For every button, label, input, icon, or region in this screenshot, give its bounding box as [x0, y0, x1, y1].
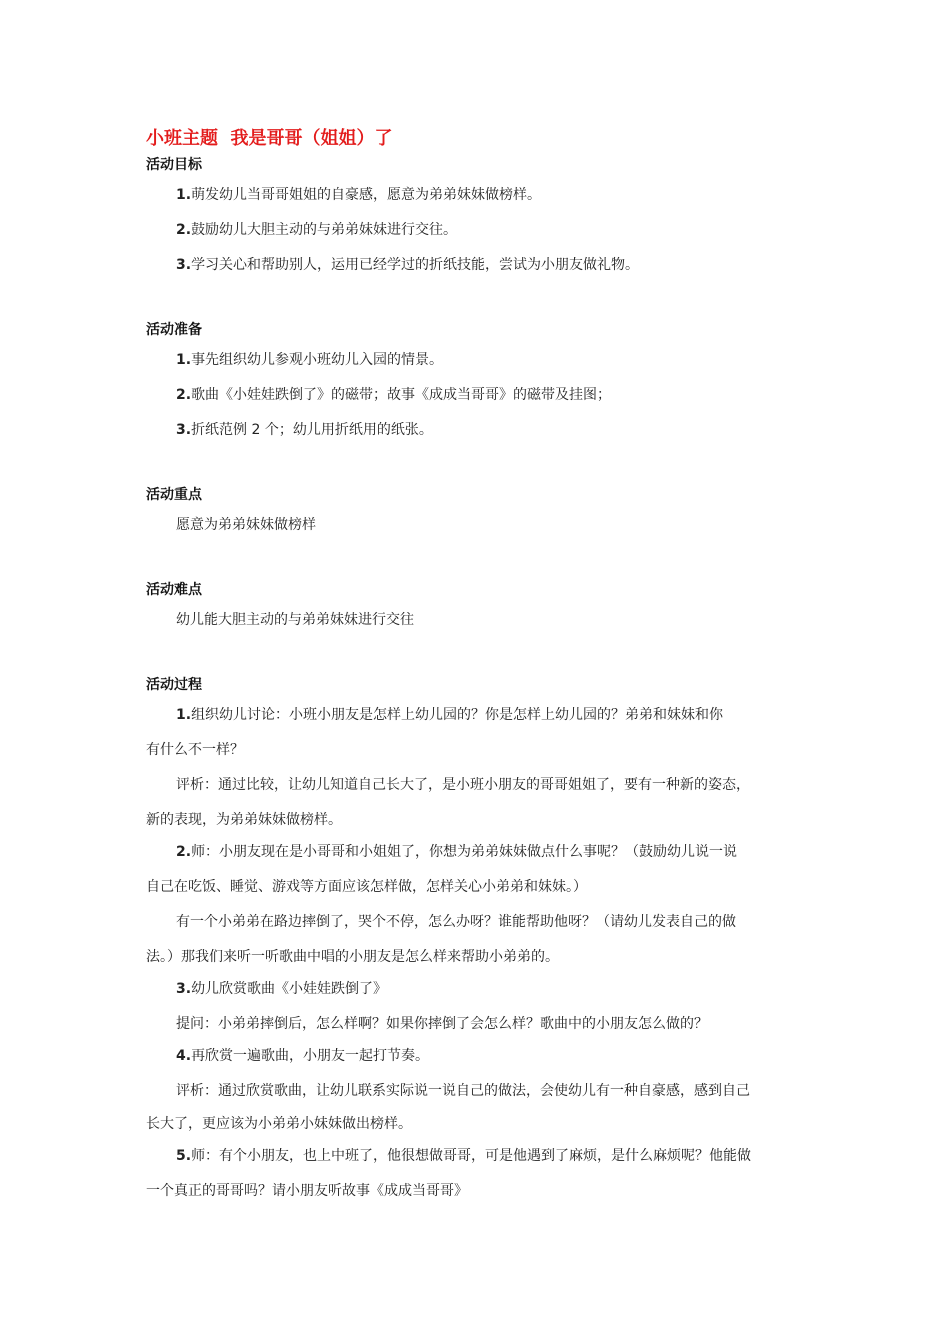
- process-comment-4-line: 评析：通过欣赏歌曲，让幼儿联系实际说一说自己的做法，会使幼儿有一种自豪感，感到自己: [176, 1083, 750, 1099]
- process-step-3-line: [176, 978, 387, 998]
- process-comment-1-line: 评析：通过比较，让幼儿知道自己长大了，是小班小朋友的哥哥姐姐了，要有一种新的姿态，: [176, 777, 750, 793]
- process-comment-1-cont: 新的表现，为弟弟妹妹做榜样。: [146, 812, 342, 828]
- goal-item: [176, 184, 541, 204]
- process-step-2-cont: 自己在吃饭、睡觉、游戏等方面应该怎样做，怎样关心小弟弟和妹妹。）: [146, 879, 587, 895]
- prep-number: 2.: [176, 387, 192, 403]
- key-text: 愿意为弟弟妹妹做榜样: [176, 517, 316, 533]
- prep-text: 事先组织幼儿参观小班幼儿入园的情景。: [191, 352, 444, 368]
- goal-item: [176, 254, 639, 274]
- process-step-1-line: [176, 704, 723, 724]
- goal-text: 学习关心和帮助别人，运用已经学过的折纸技能，尝试为小朋友做礼物。: [191, 257, 640, 273]
- step-number: 3.: [176, 981, 192, 997]
- goal-text: 鼓励幼儿大胆主动的与弟弟妹妹进行交往。: [191, 222, 458, 238]
- step-text: 再欣赏一遍歌曲，小朋友一起打节奏。: [191, 1048, 430, 1064]
- step-number: 5.: [176, 1148, 192, 1164]
- process-step-4-line: [176, 1045, 429, 1065]
- difficulty-text: 幼儿能大胆主动的与弟弟妹妹进行交往: [176, 612, 414, 628]
- process-step-2b-cont: 法。）那我们来听一听歌曲中唱的小朋友是怎么样来帮助小弟弟的。: [146, 949, 559, 965]
- process-question-3: 提问：小弟弟摔倒后，怎么样啊？如果你摔倒了会怎么样？歌曲中的小朋友怎么做的？: [176, 1016, 708, 1032]
- process-comment-4-cont: 长大了，更应该为小弟弟小妹妹做出榜样。: [146, 1116, 412, 1132]
- process-step-5-cont: 一个真正的哥哥吗？请小朋友听故事《成成当哥哥》: [146, 1183, 468, 1199]
- prep-number: 1.: [176, 352, 192, 368]
- process-step-2b-line: 有一个小弟弟在路边摔倒了，哭个不停，怎么办呀？谁能帮助他呀？（请幼儿发表自己的做: [176, 914, 736, 930]
- step-number: 1.: [176, 707, 192, 723]
- section-heading-key: 活动重点: [146, 487, 202, 503]
- process-step-1-cont: 有什么不一样？: [146, 742, 244, 758]
- prep-number: 3.: [176, 422, 192, 438]
- section-heading-prep: 活动准备: [146, 322, 202, 338]
- prep-text: 歌曲《小娃娃跌倒了》的磁带；故事《成成当哥哥》的磁带及挂图；: [191, 387, 612, 403]
- prep-item: [176, 384, 611, 404]
- section-heading-difficulty: 活动难点: [146, 582, 202, 598]
- prep-item: [176, 349, 443, 369]
- step-number: 4.: [176, 1048, 192, 1064]
- goal-number: 2.: [176, 222, 192, 238]
- goal-number: 3.: [176, 257, 192, 273]
- step-text: 师：有个小朋友，也上中班了，他很想做哥哥，可是他遇到了麻烦，是什么麻烦呢？他能做: [191, 1148, 752, 1164]
- prep-text: 折纸范例 2 个；幼儿用折纸用的纸张。: [191, 422, 433, 438]
- step-text: 师：小朋友现在是小哥哥和小姐姐了，你想为弟弟妹妹做点什么事呢？（鼓励幼儿说一说: [191, 844, 738, 860]
- goal-item: [176, 219, 457, 239]
- prep-item: [176, 419, 433, 439]
- section-heading-goals: 活动目标: [146, 157, 202, 173]
- goal-number: 1.: [176, 187, 192, 203]
- page-title: 小班主题 我是哥哥（姐姐）了: [146, 128, 393, 149]
- section-heading-process: 活动过程: [146, 677, 202, 693]
- step-number: 2.: [176, 844, 192, 860]
- step-text: 组织幼儿讨论：小班小朋友是怎样上幼儿园的？你是怎样上幼儿园的？弟弟和妹妹和你: [191, 707, 724, 723]
- step-text: 幼儿欣赏歌曲《小娃娃跌倒了》: [191, 981, 388, 997]
- process-step-2-line: [176, 841, 737, 861]
- process-step-5-line: [176, 1145, 751, 1165]
- goal-text: 萌发幼儿当哥哥姐姐的自豪感，愿意为弟弟妹妹做榜样。: [191, 187, 542, 203]
